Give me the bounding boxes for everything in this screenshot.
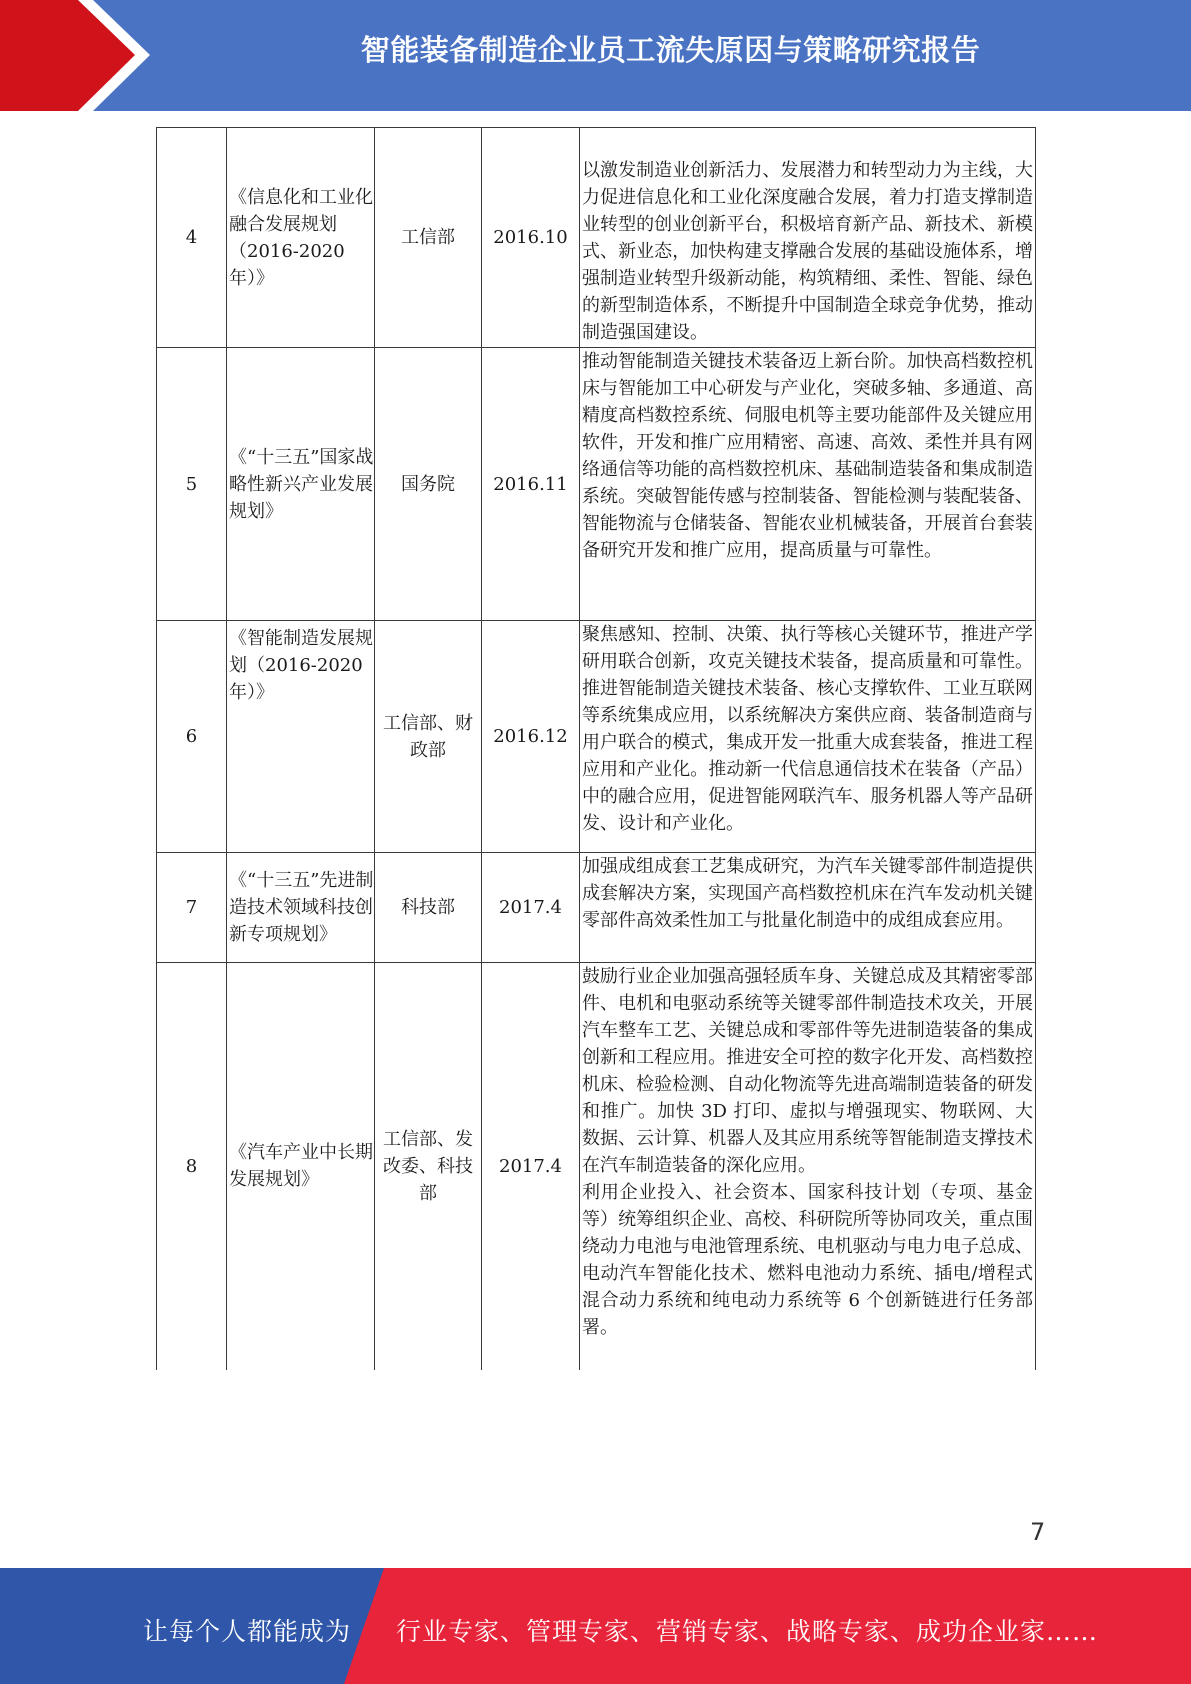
row-number: 6 (157, 621, 227, 853)
row-number: 5 (157, 348, 227, 621)
policy-description (580, 963, 1036, 1370)
page-number: 7 (1030, 1518, 1046, 1546)
issuing-department: 国务院 (375, 348, 482, 621)
issue-date: 2017.4 (482, 963, 580, 1370)
description-paragraph: 聚焦感知、控制、决策、执行等核心关键环节，推进产学研用联合创新，攻克关键技术装备，提高质量和可靠性。推进智能制造关键技术装备、核心支撑软件、工业互联网等系统集成应用，以系统解决方案供应商、装备制造商与用户联合的模式，集成开发一批重大成套装备，推进工程应用和产业化。推动新一代信息通信技术在装备（产品）中的融合应用，促进智能网联汽车、服务机器人等产品研发、设计和产业化。 (582, 624, 1033, 834)
report-title: 智能装备制造企业员工流失原因与策略研究报告 (360, 33, 981, 67)
issuing-department: 工信部、财政部 (375, 621, 482, 853)
row-number: 4 (157, 128, 227, 348)
policy-name: 《信息化和工业化融合发展规划（2016-2020年）》 (227, 128, 375, 348)
policy-name: 《“十三五”先进制造技术领域科技创新专项规划》 (227, 853, 375, 963)
policy-description (580, 348, 1036, 621)
row-number: 8 (157, 963, 227, 1370)
policy-name: 《“十三五”国家战略性新兴产业发展规划》 (227, 348, 375, 621)
policy-description (580, 853, 1036, 963)
description-paragraph: 鼓励行业企业加强高强轻质车身、关键总成及其精密零部件、电机和电驱动系统等关键零部件制造技术攻关，开展汽车整车工艺、关键总成和零部件等先进制造装备的集成创新和工程应用。推进安全可控的数字化开发、高档数控机床、检验检测、自动化物流等先进高端制造装备的研发和推广。加快 3D 打印、虚拟与增强现实、物联网、大数据、云计算、机器人及其应用系统等智能制造支撑技术在汽车制造装备的深化应用。 (582, 966, 1033, 1176)
description-paragraph: 推动智能制造关键技术装备迈上新台阶。加快高档数控机床与智能加工中心研发与产业化，突破多轴、多通道、高精度高档数控系统、伺服电机等主要功能部件及关键应用软件，开发和推广应用精密、高速、高效、柔性并具有网络通信等功能的高档数控机床、基础制造装备和集成制造系统。突破智能传感与控制装备、智能检测与装配装备、智能物流与仓储装备、智能农业机械装备，开展首台套装备研究开发和推广应用，提高质量与可靠性。 (582, 351, 1033, 561)
row-number: 7 (157, 853, 227, 963)
issuing-department: 工信部、发改委、科技部 (375, 963, 482, 1370)
issue-date: 2016.10 (482, 128, 580, 348)
footer-slogan-right: 行业专家、管理专家、营销专家、战略专家、成功企业家…… (396, 1617, 1099, 1646)
issuing-department: 工信部 (375, 128, 482, 348)
policy-name: 《汽车产业中长期发展规划》 (227, 963, 375, 1370)
issue-date: 2016.11 (482, 348, 580, 621)
policy-name: 《智能制造发展规划（2016-2020年）》 (227, 621, 375, 853)
issuing-department: 科技部 (375, 853, 482, 963)
table-row (157, 128, 1036, 348)
table-row (157, 348, 1036, 621)
issue-date: 2017.4 (482, 853, 580, 963)
page-header (0, 0, 1191, 111)
issue-date: 2016.12 (482, 621, 580, 853)
table-row (157, 621, 1036, 853)
footer-slogan-left: 让每个人都能成为 (143, 1617, 352, 1646)
description-paragraph: 加强成组成套工艺集成研究，为汽车关键零部件制造提供成套解决方案，实现国产高档数控机床在汽车发动机关键零部件高效柔性加工与批量化制造中的成组成套应用。 (582, 856, 1033, 931)
description-paragraph: 利用企业投入、社会资本、国家科技计划（专项、基金等）统筹组织企业、高校、科研院所等协同攻关，重点围绕动力电池与电池管理系统、电机驱动与电力电子总成、电动汽车智能化技术、燃料电池动力系统、插电/增程式混合动力系统和纯电动力系统等 6 个创新链进行任务部署。 (582, 1182, 1033, 1338)
policy-description (580, 128, 1036, 348)
table-row (157, 963, 1036, 1370)
page-footer (0, 1568, 1191, 1684)
description-paragraph: 以激发制造业创新活力、发展潜力和转型动力为主线，大力促进信息化和工业化深度融合发展，着力打造支撑制造业转型的创业创新平台，积极培育新产品、新技术、新模式、新业态，加快构建支撑融合发展的基础设施体系，增强制造业转型升级新动能，构筑精细、柔性、智能、绿色的新型制造体系，不断提升中国制造全球竞争优势，推动制造强国建设。 (582, 160, 1033, 343)
table-row (157, 853, 1036, 963)
red-arrow-decoration (0, 0, 150, 111)
policy-table (156, 127, 1036, 1370)
policy-description (580, 621, 1036, 853)
